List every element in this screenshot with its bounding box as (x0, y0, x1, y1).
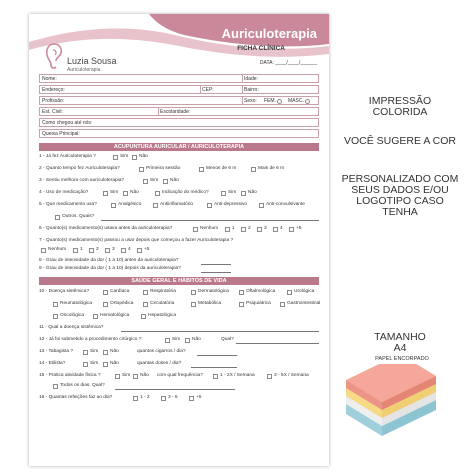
q7-2-checkbox[interactable] (89, 248, 94, 253)
q2-menos6-checkbox[interactable] (199, 167, 204, 172)
q14-nao-checkbox[interactable] (103, 362, 108, 367)
q4-ind-sim-checkbox[interactable] (221, 191, 226, 196)
bairro-label[interactable]: Bairro: (244, 87, 259, 93)
row-endereco (39, 85, 319, 94)
q10-oncologica-checkbox[interactable] (53, 314, 58, 319)
q7-1-checkbox[interactable] (73, 248, 78, 253)
q8-line[interactable] (201, 264, 231, 265)
escolaridade-label[interactable]: Escolaridade: (160, 109, 191, 115)
q6-2-checkbox[interactable] (241, 227, 246, 232)
row-como-chegou (39, 118, 319, 127)
q10-hepatologica-checkbox[interactable] (141, 314, 146, 319)
q1-nao-checkbox[interactable] (132, 155, 137, 160)
form-title: Auriculoterapia (221, 26, 317, 41)
paper-stack-icon (338, 364, 438, 444)
q5-outros-line[interactable] (101, 220, 319, 221)
q15-sim-checkbox[interactable] (115, 374, 120, 379)
row-queixa (39, 129, 319, 138)
sexo-label: Sexo: (244, 98, 257, 104)
q6-3-checkbox[interactable] (257, 227, 262, 232)
note-sugere: VOCÊ SUGERE A COR (343, 135, 457, 147)
profissao-label[interactable]: Profissão: (42, 98, 65, 104)
q7-4-checkbox[interactable] (121, 248, 126, 253)
q4-ind-nao-checkbox[interactable] (241, 191, 246, 196)
q4-nao-checkbox[interactable] (123, 191, 128, 196)
masc-label: MASC. (288, 98, 304, 104)
brand-subtitle: Auriculoterapia (67, 67, 101, 73)
ear-logo-icon (45, 42, 63, 70)
fem-radio[interactable] (277, 99, 282, 104)
q5-antiinflam-checkbox[interactable] (153, 203, 158, 208)
como-chegou-label[interactable]: Como chegou até nós: (42, 120, 93, 126)
q13-sim-checkbox[interactable] (83, 350, 88, 355)
q10-urologica-checkbox[interactable] (287, 290, 292, 295)
q4-indicacao-checkbox[interactable] (155, 191, 160, 196)
masc-radio[interactable] (305, 99, 310, 104)
q10-oftalmologica-checkbox[interactable] (239, 290, 244, 295)
q12-nao-checkbox[interactable] (185, 338, 190, 343)
q6-1-checkbox[interactable] (225, 227, 230, 232)
q13-nao-checkbox[interactable] (103, 350, 108, 355)
brand-name: Luzia Sousa (67, 56, 117, 66)
q14-line[interactable] (191, 367, 237, 368)
q6-5-checkbox[interactable] (289, 227, 294, 232)
q2-primeira-checkbox[interactable] (139, 167, 144, 172)
nome-label[interactable]: Nome: (42, 76, 57, 82)
q2-mais6-checkbox[interactable] (251, 167, 256, 172)
q13-line[interactable] (197, 355, 237, 356)
row-est-civil (39, 107, 319, 116)
note-tamanho: TAMANHO A4 (374, 331, 426, 354)
endereco-label[interactable]: Endereço: (42, 87, 65, 93)
section-acupuntura: ACUPUNTURA AURICULAR / AURICULOTERAPIA (39, 143, 319, 151)
q4-sim-checkbox[interactable] (103, 191, 108, 196)
q10-psiquiatrica-checkbox[interactable] (239, 302, 244, 307)
q10-metabolica-checkbox[interactable] (191, 302, 196, 307)
q6-4-checkbox[interactable] (273, 227, 278, 232)
q6-nenhum-checkbox[interactable] (193, 227, 198, 232)
q5-antidepressivo-checkbox[interactable] (207, 203, 212, 208)
q1-sim-checkbox[interactable] (113, 155, 118, 160)
q12-line[interactable] (236, 343, 319, 344)
clinical-form-sheet: Luzia Sousa Auriculoterapia Auriculoterapia FICHA CLÍNICA DATA: ____/____/______ Nome: Idade: Endereço: CEP: Bairro: Profissão: Sexo: FEM. MASC. Est. Civil: Escolaridade: Como chegou até nós: Queixa Principal: ACUPUNTURA AURICULAR / AURICULOTERAPIA 1 - Já fez Auriculoterapia ? Sim Não 2 - Quanto tempo fez Auriculoterapia? Primeira sessão Menos de 6 m Mais de 6 m 3 - Sentiu melhora com auriculoterapia? Sim Não 4 - Uso de medicação? Sim Não Indicação do médico? Sim Não 5 - Que medicamento usa? Analgésico Antiinflamatório Anti-depressivo Anti-convulsivante Outros. Quais? 6 - Quanto(s) medicamento(s) usava antes da auriculoterapia? Nenhum 1 2 3 4 +5 7 - Quanto(s) medicamento(s) passou a usar depois que começou a fazer Auriculoterapia ? Nenhum 1 2 3 4 +5 8 - Grau de intensidade da dor ( 1 a 10) antes da auriculoterapia? 9 - Grau de intensidade da dor ( 1 a 10) depois da auriculoterapia? SAÚDE GERAL E HÁBITOS DE VIDA 10 - Doença sistêmica? Cardíaca Respiratória Dermatológica Oftalmológica Urológica Reumatológica Ortopédica Circulatória Metabólica Psiquiátrica Gastrointestinal Oncológica Hematológica Hepatológica 11 - Qual a doença sistêmica? 12 - Já foi submetido a procedimento cirúrgico ? Sim Não Qual? 13 - Tabagista ? Sim Não quantos cigarros / dia? 14 - Etilista? Sim Não quantas doses / dia? 15 - Pratica atividade física ? Sim Não com qual frequência? 1 - 2X / Semana 3 - 5X / Semana Todos os dias. Qual? 16 - Quantas refeições faz ao dia? 1 - 2 3 - 5 +5 (29, 14, 329, 466)
q5-anticonv-checkbox[interactable] (259, 203, 264, 208)
q5-analgesico-checkbox[interactable] (111, 203, 116, 208)
q15-todos-checkbox[interactable] (53, 384, 58, 389)
queixa-label[interactable]: Queixa Principal: (42, 131, 80, 137)
section-saude: SAÚDE GERAL E HÁBITOS DE VIDA (39, 277, 319, 285)
q7-nenhum-checkbox[interactable] (41, 248, 46, 253)
q10-cardiaca-checkbox[interactable] (103, 290, 108, 295)
note-personalizado: PERSONALIZADO COM SEUS DADOS E/OU LOGOTIPO CASO TENHA (341, 173, 459, 218)
fem-label: FEM. (264, 98, 276, 104)
date-field[interactable]: DATA: ____/____/______ (259, 60, 317, 66)
q16-1-2-checkbox[interactable] (133, 396, 138, 401)
idade-label[interactable]: Idade: (244, 76, 258, 82)
q10-dermatologica-checkbox[interactable] (191, 290, 196, 295)
q3-sim-checkbox[interactable] (143, 179, 148, 184)
q9-line[interactable] (201, 272, 231, 273)
q15-nao-checkbox[interactable] (133, 374, 138, 379)
q16-5plus-checkbox[interactable] (189, 396, 194, 401)
note-impressao: IMPRESSÃO COLORIDA (368, 95, 432, 118)
q16-3-5-checkbox[interactable] (161, 396, 166, 401)
q10-hematologica-checkbox[interactable] (93, 314, 98, 319)
q3-nao-checkbox[interactable] (163, 179, 168, 184)
q7-5-checkbox[interactable] (137, 248, 142, 253)
q10-gastro-checkbox[interactable] (280, 302, 285, 307)
q12-sim-checkbox[interactable] (165, 338, 170, 343)
row-profissao (39, 96, 319, 105)
q5-outros-checkbox[interactable] (55, 215, 60, 220)
form-subtitle: FICHA CLÍNICA (237, 45, 285, 52)
note-papel: PAPEL ENCORPADO (375, 356, 429, 362)
q15-3-5x-checkbox[interactable] (267, 374, 272, 379)
q7-3-checkbox[interactable] (105, 248, 110, 253)
q10-circulatoria-checkbox[interactable] (143, 302, 148, 307)
q15-1-2x-checkbox[interactable] (213, 374, 218, 379)
row-nome (39, 74, 319, 83)
q10-reumatologica-checkbox[interactable] (53, 302, 58, 307)
cep-label[interactable]: CEP: (202, 87, 214, 93)
q14-sim-checkbox[interactable] (83, 362, 88, 367)
q15-line[interactable] (115, 389, 235, 390)
q11-line[interactable] (121, 331, 319, 332)
est-civil-label[interactable]: Est. Civil: (42, 109, 63, 115)
q10-ortopedica-checkbox[interactable] (103, 302, 108, 307)
q10-respiratoria-checkbox[interactable] (143, 290, 148, 295)
